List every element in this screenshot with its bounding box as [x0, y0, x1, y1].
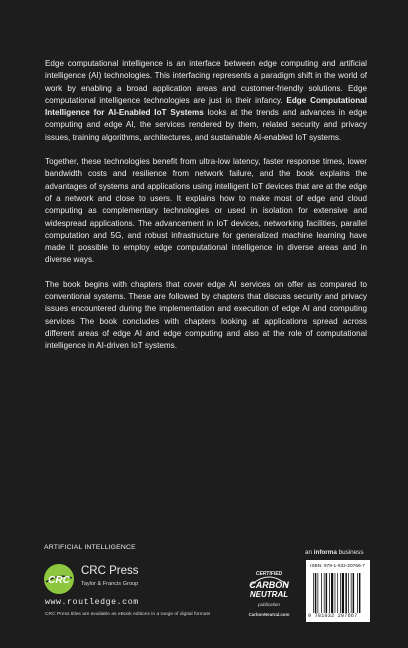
publisher-name: CRC Press [81, 565, 139, 577]
barcode-icon [313, 573, 365, 613]
subject-category: ARTIFICIAL INTELLIGENCE [44, 544, 136, 551]
informa-business-tag [305, 549, 363, 556]
isbn-barcode-box [306, 560, 370, 622]
informa-suffix: business [336, 549, 364, 556]
isbn-number: ISBN: 978-1-032-20766-7 [310, 564, 365, 569]
carbon-neutral-logo-icon [244, 566, 294, 622]
carbon-text: CARBON [249, 580, 289, 590]
carbon-publication-text: publication [258, 602, 280, 607]
barcode-digits: 9 781032 207667 [308, 613, 358, 619]
paragraph-1 [45, 58, 367, 144]
paragraph-1-continued: looks at the trends and advances in edge computing and edge AI, the services rendered by them, related security and privacy issues, training algorithms, architectures, and sustainable AI-enabled IoT systems. [45, 108, 367, 142]
book-title-inline: Edge Computational Intelligence for AI-Enabled IoT Systems [45, 95, 367, 118]
paragraph-1-text: Edge computational intelligence is an interface between edge computing and artificial intelligence (AI) technologies. This interfacing represents a paradigm shift in the world of work by enabling a broad application areas and customer-friendly solutions. Edge computational intelligence technologies are just in their infancy. [45, 59, 367, 105]
carbon-certified-text: CERTIFIED [255, 571, 283, 577]
crc-logo-icon [43, 563, 75, 595]
informa-prefix: an [305, 549, 314, 556]
informa-word: informa [313, 549, 337, 556]
paragraph-3: The book begins with chapters that cover edge AI services on offer as compared to conventional systems. These are followed by chapters that discuss security and privacy issues encountered during the implementation and execution of edge AI and computing services The book concludes with chapters looking at applications spread across different areas of edge AI and edge computing and also at the role of computational intelligence in AI-driven IoT systems. [45, 279, 367, 351]
crc-logo-text: CRC [48, 575, 70, 586]
publisher-group: Taylor & Francis Group [81, 581, 139, 587]
paragraph-2: Together, these technologies benefit from ultra-low latency, faster response times, lower bandwidth costs and resilience from network failure, and the book explains the advantages of systems and applications using intelligent IoT devices that are at the edge of a network and close to users. It explains how to make most of edge and cloud computing as complementary technologies or used in isolation for extensive and widespread applications. The advancement in IoT devices, networking facilities, parallel computation and 5G, and robust infrastructure for generalized machine learning have made it possible to employ edge computational intelligence in diverse areas and in diverse ways. [45, 157, 367, 265]
carbon-site-text: CarbonNeutral.com [248, 612, 290, 617]
ebook-note: CRC Press titles are available as eBook editions in a range of digital formats [45, 612, 211, 617]
neutral-text: NEUTRAL [249, 590, 289, 599]
publisher-website: www.routledge.com [45, 598, 139, 607]
blurb [45, 58, 367, 365]
